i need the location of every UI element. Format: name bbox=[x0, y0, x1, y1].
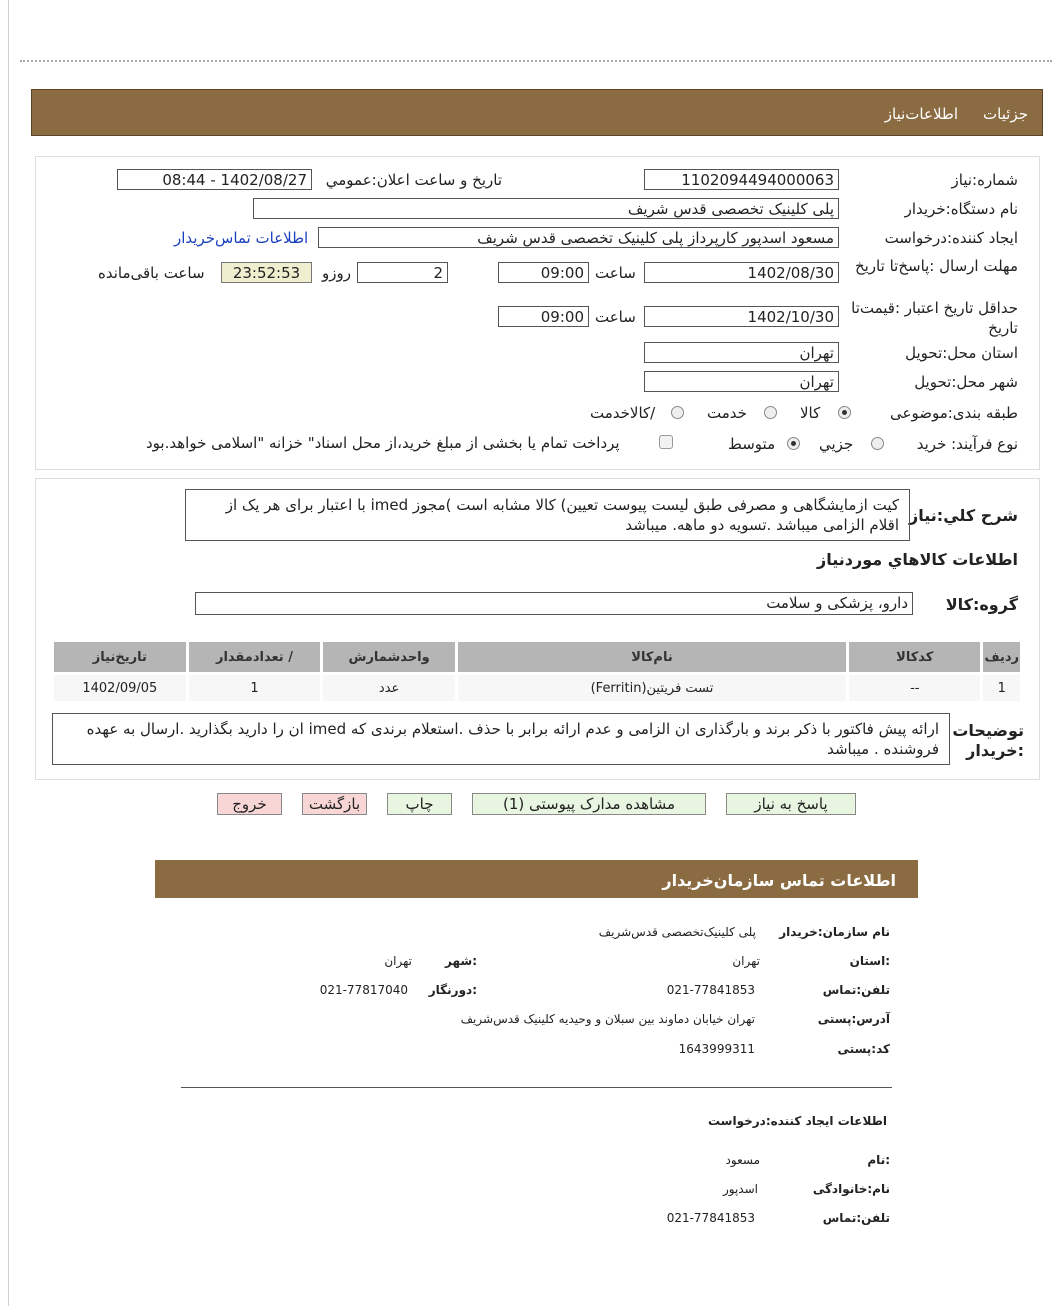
payment-note: پرداخت تمام یا بخشی از مبلغ خرید،از محل اسناد" خزانه "اسلامی خواهد.بود bbox=[146, 434, 620, 452]
buyer-notes-label: توضیحات :خریدار bbox=[952, 721, 1024, 760]
cell-row: 1 bbox=[983, 675, 1020, 701]
contact-org-value: پلی کلینیک‌تخصصی قدس‌شریف bbox=[598, 925, 756, 939]
process-partial-radio[interactable] bbox=[871, 437, 884, 450]
reply-button[interactable]: پاسخ به نیاز bbox=[726, 793, 856, 815]
buyer-org-field: پلی کلینیک تخصصی قدس شریف bbox=[253, 198, 839, 219]
col-unit-header: واحدشمارش bbox=[323, 642, 455, 672]
contact-fax-value: 021-77817040 bbox=[319, 983, 408, 997]
deadline-hour-label: ساعت bbox=[595, 264, 636, 282]
category-service-label: خدمت bbox=[707, 404, 747, 422]
buyer-contact-link[interactable]: اطلاعات تماس‌خریدار bbox=[174, 229, 309, 247]
category-label: طبقه بندی:موضوعی bbox=[890, 404, 1018, 422]
category-service-radio[interactable] bbox=[764, 406, 777, 419]
contact-phone-value: 021-77841853 bbox=[666, 983, 755, 997]
creator-phone-value: 021-77841853 bbox=[666, 1211, 755, 1225]
cell-unit: عدد bbox=[323, 675, 455, 701]
contact-phone-label: تلفن:تماس bbox=[822, 983, 890, 997]
description-label: شرح کلي:نیاز bbox=[909, 506, 1018, 525]
contact-address-label: آدرس:پستی bbox=[817, 1012, 890, 1026]
creator-name-value: مسعود bbox=[725, 1153, 760, 1167]
cell-name: تست فریتین(Ferritin) bbox=[458, 675, 846, 701]
print-button[interactable]: چاپ bbox=[387, 793, 452, 815]
col-code-header: کدکالا bbox=[849, 642, 980, 672]
cell-code: -- bbox=[849, 675, 980, 701]
creator-info-header: اطلاعات ایجاد کننده:درخواست bbox=[707, 1114, 887, 1128]
attachments-button[interactable]: مشاهده مدارک پیوستی (1) bbox=[472, 793, 706, 815]
contact-header-title: اطلاعات تماس سازمان‌خریدار bbox=[662, 871, 896, 890]
process-medium-label: متوسط bbox=[728, 435, 776, 453]
need-number-field: 1102094494000063 bbox=[644, 169, 839, 190]
exit-button[interactable]: خروج bbox=[217, 793, 282, 815]
top-divider bbox=[20, 60, 1052, 62]
process-partial-label: جزیي bbox=[819, 435, 854, 453]
description-box: کیت ازمایشگاهی و مصرفی طبق لیست پیوست تعیین) کالا مشابه است )مجوز imed با اعتبار برای هر یک از اقلام الزامی میباشد .تسویه دو ماهه. میباشد bbox=[185, 489, 910, 541]
min-price-label: حداقل تاریخ اعتبار :قیمت‌تا تاریخ bbox=[851, 299, 1018, 337]
goods-group-label: گروه:کالا bbox=[945, 595, 1018, 614]
contact-city-value: تهران bbox=[384, 954, 412, 968]
contact-address-value: تهران خیابان دماوند بین سبلان و وحیدیه کلینیک قدس‌شریف bbox=[460, 1012, 755, 1026]
payment-checkbox[interactable] bbox=[659, 435, 673, 449]
contact-header-bar bbox=[155, 860, 918, 898]
buyer-org-label: نام دستگاه:خریدار bbox=[904, 200, 1018, 218]
contact-fax-label: :دورنگار bbox=[428, 983, 477, 997]
city-field: تهران bbox=[644, 371, 839, 392]
page-left-border bbox=[8, 0, 9, 1306]
min-price-date-field: 1402/10/30 bbox=[644, 306, 839, 327]
col-qty-header: / تعدادمقدار bbox=[189, 642, 321, 672]
table-header-row bbox=[54, 642, 1020, 672]
col-name-header: نام‌کالا bbox=[458, 642, 846, 672]
contact-postal-label: کد:پستی bbox=[837, 1042, 890, 1056]
contact-org-label: نام سازمان:خریدار bbox=[779, 925, 890, 939]
announce-label: تاریخ و ساعت اعلان:عمومي bbox=[325, 171, 502, 189]
province-field: تهران bbox=[644, 342, 839, 363]
category-both-label: /کالاخدمت bbox=[590, 404, 656, 422]
back-button[interactable]: بازگشت bbox=[302, 793, 367, 815]
creator-phone-label: تلفن:تماس bbox=[822, 1211, 890, 1225]
process-medium-radio[interactable] bbox=[787, 437, 800, 450]
contact-divider bbox=[181, 1087, 892, 1088]
remaining-time-badge: 23:52:53 bbox=[221, 262, 312, 283]
days-field: 2 bbox=[357, 262, 448, 283]
cell-date: 1402/09/05 bbox=[54, 675, 186, 701]
min-price-hour-label: ساعت bbox=[595, 308, 636, 326]
col-date-header: تاریخ‌نیاز bbox=[54, 642, 186, 672]
deadline-date-field: 1402/08/30 bbox=[644, 262, 839, 283]
category-both-radio[interactable] bbox=[671, 406, 684, 419]
goods-section-title: اطلاعات کالاهاي موردنیاز bbox=[817, 550, 1018, 569]
min-price-time-field: 09:00 bbox=[498, 306, 589, 327]
contact-city-label: :شهر bbox=[445, 954, 477, 968]
goods-group-field: دارو، پزشکی و سلامت bbox=[195, 592, 913, 615]
remaining-label: ساعت باقی‌مانده bbox=[98, 264, 205, 282]
contact-postal-value: 1643999311 bbox=[678, 1042, 755, 1056]
deadline-label: مهلت ارسال :پاسخ‌تا تاریخ bbox=[854, 257, 1018, 275]
city-label: شهر محل:تحویل bbox=[914, 373, 1018, 391]
category-goods-label: کالا bbox=[800, 404, 821, 422]
province-label: استان محل:تحویل bbox=[905, 344, 1018, 362]
days-label: روزو bbox=[322, 264, 351, 282]
tab-details[interactable]: جزئیات bbox=[983, 105, 1028, 123]
goods-table bbox=[51, 639, 1023, 704]
creator-name-label: :نام bbox=[867, 1153, 890, 1167]
table-row[interactable] bbox=[54, 675, 1020, 701]
deadline-time-field: 09:00 bbox=[498, 262, 589, 283]
col-row-header: ردیف bbox=[983, 642, 1020, 672]
tabs-bar bbox=[31, 89, 1043, 136]
creator-field: مسعود اسدپور کارپرداز پلی کلینیک تخصصی قدس شریف bbox=[318, 227, 839, 248]
creator-label: ایجاد کننده:درخواست bbox=[884, 229, 1018, 247]
creator-family-label: نام:خانوادگی bbox=[812, 1182, 890, 1196]
contact-province-value: تهران bbox=[732, 954, 760, 968]
contact-province-label: :استان bbox=[849, 954, 890, 968]
announce-field: 1402/08/27 - 08:44 bbox=[117, 169, 312, 190]
creator-family-value: اسدپور bbox=[722, 1182, 758, 1196]
buyer-notes-box: ارائه پیش فاکتور با ذکر برند و بارگذاری ان الزامی و عدم ارائه برابر با حذف .استعلام برندی که imed ان را دارید بگذارید .ارسال به عهده فروشنده . میباشد bbox=[52, 713, 950, 765]
need-number-label: شماره:نیاز bbox=[951, 171, 1018, 189]
category-goods-radio[interactable] bbox=[838, 406, 851, 419]
tab-need-info[interactable]: اطلاعات‌نیاز bbox=[884, 105, 958, 123]
process-label: نوع فرآیند: خرید bbox=[916, 435, 1018, 453]
cell-qty: 1 bbox=[189, 675, 321, 701]
